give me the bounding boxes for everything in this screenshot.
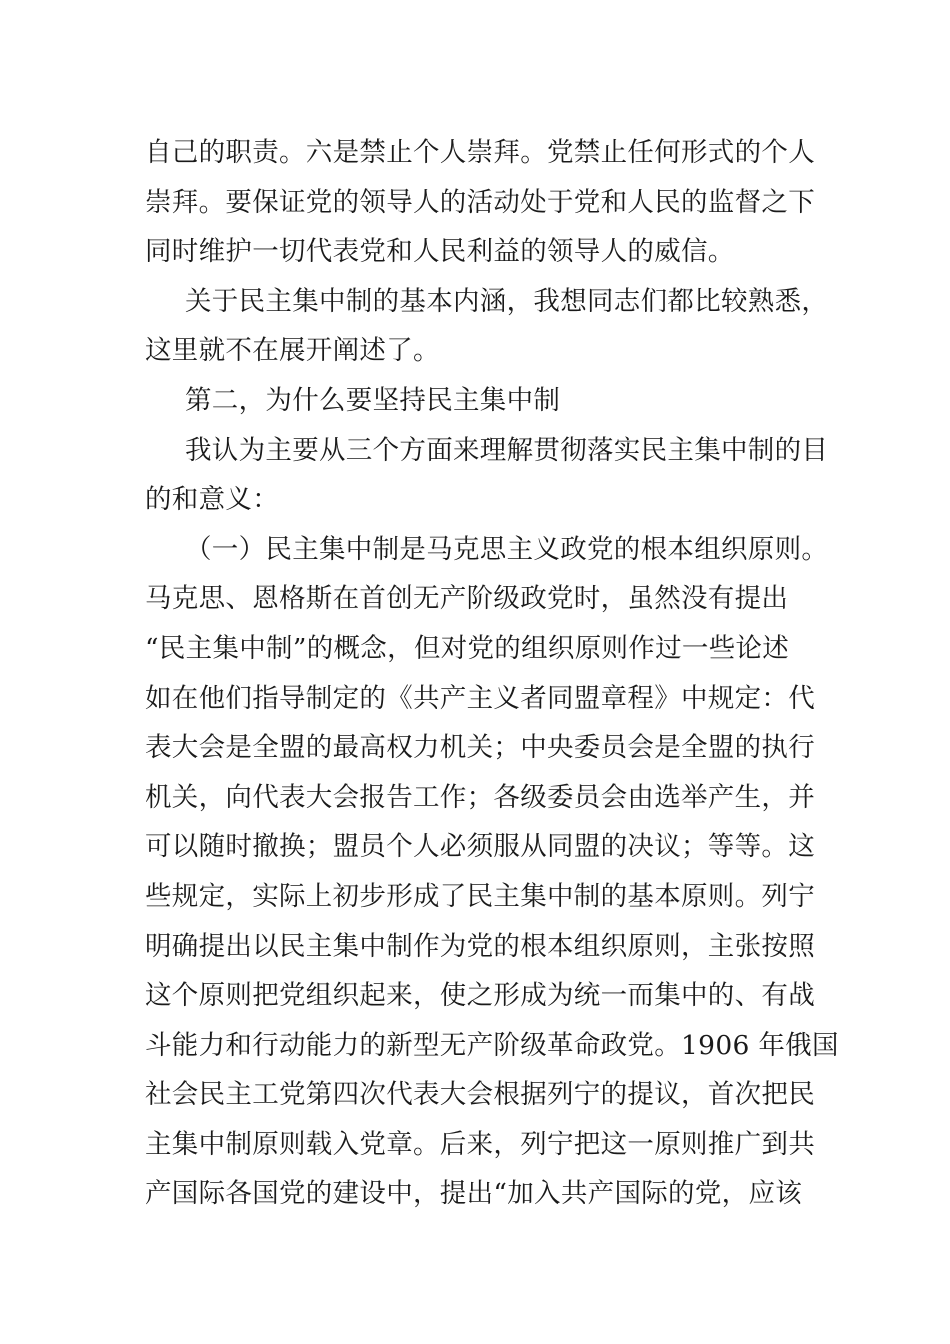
text-line: 些规定，实际上初步形成了民主集中制的基本原则。列宁 <box>145 880 815 912</box>
text-line: 这个原则把党组织起来，使之形成为统一而集中的、有战 <box>145 980 815 1012</box>
text-line: 同时维护一切代表党和人民利益的领导人的威信。 <box>145 236 735 268</box>
text-line: 崇拜。要保证党的领导人的活动处于党和人民的监督之下 <box>145 186 815 218</box>
text-line: 马克思、恩格斯在首创无产阶级政党时，虽然没有提出 <box>145 583 789 615</box>
body-text <box>145 128 839 1219</box>
text-line: 社会民主工党第四次代表大会根据列宁的提议，首次把民 <box>145 1079 815 1111</box>
text-line: 的和意义： <box>145 484 279 516</box>
text-line: 斗能力和行动能力的新型无产阶级革命政党。1906 年俄国 <box>145 1029 839 1061</box>
section-heading: 第二，为什么要坚持民主集中制 <box>185 384 561 416</box>
text-line: “民主集中制”的概念，但对党的组织原则作过一些论述 <box>145 632 790 664</box>
subsection-heading: （一）民主集中制是马克思主义政党的根本组织原则。 <box>185 533 829 565</box>
text-line: 这里就不在展开阐述了。 <box>145 335 440 367</box>
text-line: 可以随时撤换；盟员个人必须服从同盟的决议；等等。这 <box>145 831 815 863</box>
paragraph-first-line: 我认为主要从三个方面来理解贯彻落实民主集中制的目 <box>185 434 829 466</box>
text-line: 机关，向代表大会报告工作；各级委员会由选举产生，并 <box>145 781 815 813</box>
text-line: 自己的职责。六是禁止个人崇拜。党禁止任何形式的个人 <box>145 137 815 168</box>
text-line: 表大会是全盟的最高权力机关；中央委员会是全盟的执行 <box>145 732 815 764</box>
text-line: 如在他们指导制定的《共产主义者同盟章程》中规定：代 <box>145 682 815 714</box>
text-line: 明确提出以民主集中制作为党的根本组织原则，主张按照 <box>145 930 815 962</box>
paragraph-first-line: 关于民主集中制的基本内涵，我想同志们都比较熟悉， <box>185 285 829 317</box>
text-line: 主集中制原则载入党章。后来，列宁把这一原则推广到共 <box>145 1128 815 1160</box>
text-line: 产国际各国党的建设中，提出“加入共产国际的党，应该 <box>145 1178 803 1210</box>
